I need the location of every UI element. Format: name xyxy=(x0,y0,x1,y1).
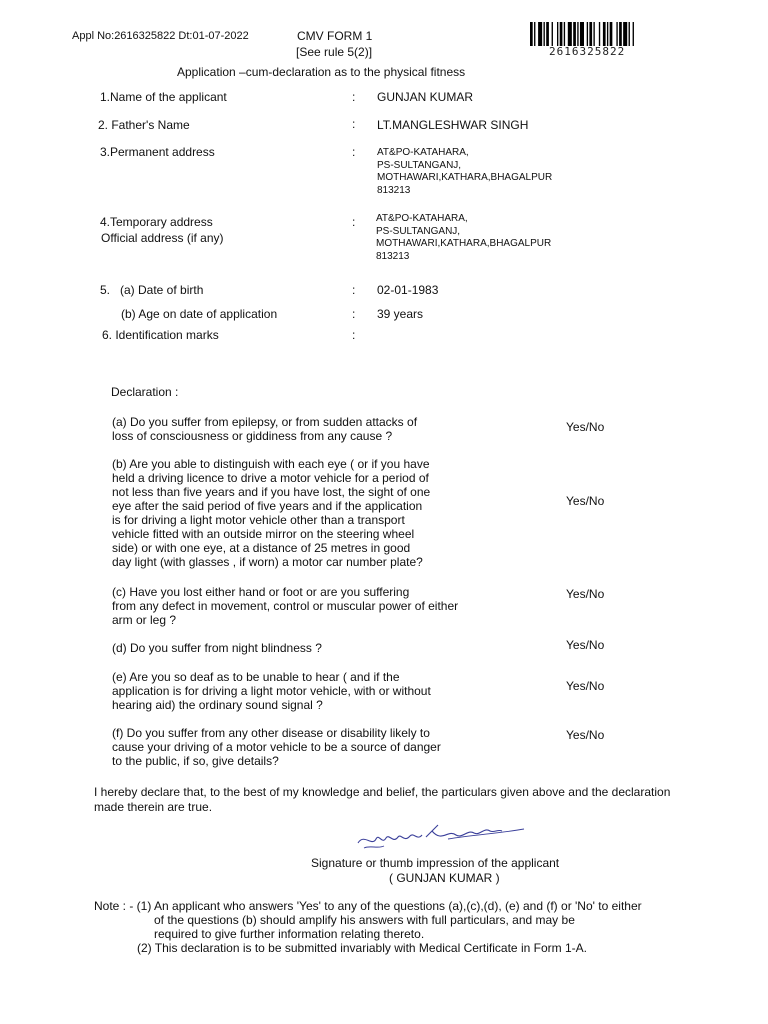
answer-c: Yes/No xyxy=(566,587,605,601)
question-line: (d) Do you suffer from night blindness ? xyxy=(112,641,322,655)
question-line: application is for driving a light motor vehicle, with or without xyxy=(112,684,431,698)
note-line: required to give further information relating thereto. xyxy=(154,927,425,941)
barcode-bar xyxy=(599,22,600,46)
barcode-bar xyxy=(568,22,572,46)
colon: : xyxy=(352,215,356,229)
barcode-bar xyxy=(577,22,578,46)
question-line: (b) Are you able to distinguish with each eye ( or if you have xyxy=(112,457,430,471)
form-subtitle: Application –cum-declaration as to the physical fitness xyxy=(177,65,466,79)
application-number: Appl No:2616325822 Dt:01-07-2022 xyxy=(72,30,249,42)
barcode-bar xyxy=(629,22,630,46)
declaration-heading: Declaration : xyxy=(111,385,179,399)
official-address-label: Official address (if any) xyxy=(101,231,224,245)
address-line: PS-SULTANGANJ, xyxy=(377,159,462,171)
barcode-number: 2616325822 xyxy=(549,45,626,58)
declaration-question-d xyxy=(112,641,452,655)
colon: : xyxy=(352,328,356,342)
father-name-value: LT.MANGLESHWAR SINGH xyxy=(377,118,529,132)
note-line: of the questions (b) should amplify his answers with full particulars, and may be xyxy=(154,913,575,927)
question-line: cause your driving of a motor vehicle to be a source of danger xyxy=(112,740,441,754)
question-line: from any defect in movement, control or muscular power of either xyxy=(112,599,459,613)
question-line: not less than five years and if you have lost, the sight of one xyxy=(112,485,431,499)
permanent-address-label: 3.Permanent address xyxy=(100,145,215,159)
answer-e: Yes/No xyxy=(566,679,605,693)
question-line: is for driving a light motor vehicle other than a transport xyxy=(112,513,405,527)
barcode-image xyxy=(530,22,684,46)
barcode-bar xyxy=(560,22,563,46)
dob-value: 02-01-1983 xyxy=(377,283,439,297)
answer-a: Yes/No xyxy=(566,420,605,434)
handwritten-signature xyxy=(352,821,527,855)
declaration-question-e xyxy=(112,670,452,712)
question-line: loss of consciousness or giddiness from any cause ? xyxy=(112,429,393,443)
address-line: PS-SULTANGANJ, xyxy=(376,225,461,237)
form-title: CMV FORM 1 xyxy=(297,29,373,43)
declaration-question-a xyxy=(112,415,452,443)
colon: : xyxy=(352,307,356,321)
barcode-bar xyxy=(610,22,613,46)
permanent-address-value xyxy=(377,147,552,197)
address-line: 813213 xyxy=(377,184,411,196)
question-line: side) or with one eye, at a distance of 25 metres in good xyxy=(112,541,411,555)
name-value: GUNJAN KUMAR xyxy=(377,90,474,104)
dob-label: (a) Date of birth xyxy=(120,283,204,297)
question-line: eye after the said period of five years and if the application xyxy=(112,499,423,513)
declaration-question-c xyxy=(112,585,459,627)
question-line: (e) Are you so deaf as to be unable to hear ( and if the xyxy=(112,670,400,684)
barcode-bar xyxy=(552,22,553,46)
barcode-bar xyxy=(623,22,627,46)
question-line: (c) Have you lost either hand or foot or are you suffering xyxy=(112,585,410,599)
address-line: MOTHAWARI,KATHARA,BHAGALPUR xyxy=(377,172,553,183)
barcode-bar xyxy=(593,22,594,46)
question-line: to the public, if so, give details? xyxy=(112,754,279,768)
identification-marks-label: 6. Identification marks xyxy=(102,328,219,342)
colon: : xyxy=(352,283,356,297)
temporary-address-value xyxy=(376,213,551,263)
barcode-bar xyxy=(530,22,533,46)
question-line: vehicle fitted with an outside mirror on the steering wheel xyxy=(112,527,415,541)
declaration-statement xyxy=(94,785,670,815)
question-line: held a driving licence to drive a motor vehicle for a period of xyxy=(112,471,429,485)
note-1-continuation xyxy=(154,913,575,941)
answer-b: Yes/No xyxy=(566,494,605,508)
barcode-bar xyxy=(544,22,545,46)
question-line: hearing aid) the ordinary sound signal ? xyxy=(112,698,323,712)
note-2: (2) This declaration is to be submitted invariably with Medical Certificate in Form 1-A. xyxy=(137,941,587,955)
age-label: (b) Age on date of application xyxy=(121,307,278,321)
question-line: (a) Do you suffer from epilepsy, or from sudden attacks of xyxy=(112,415,418,429)
signature-caption: Signature or thumb impression of the applicant xyxy=(311,856,560,870)
barcode-bar xyxy=(619,22,622,46)
barcode-bar xyxy=(564,22,565,46)
barcode-bar xyxy=(633,22,634,46)
barcode-bar xyxy=(546,22,549,46)
barcode-bar xyxy=(589,22,592,46)
address-line: 813213 xyxy=(376,250,410,262)
barcode-bar xyxy=(607,22,608,46)
temporary-address-label: 4.Temporary address xyxy=(100,215,213,229)
barcode-bar xyxy=(580,22,584,46)
answer-d: Yes/No xyxy=(566,638,605,652)
age-value: 39 years xyxy=(377,307,424,321)
question-line: (f) Do you suffer from any other disease or disability likely to xyxy=(112,726,430,740)
declaration-question-f xyxy=(112,726,452,768)
question-line: day light (with glasses , if worn) a motor car number plate? xyxy=(112,555,423,569)
colon: : xyxy=(352,145,356,159)
barcode-bar xyxy=(538,22,542,46)
name-label: 1.Name of the applicant xyxy=(100,90,227,104)
barcode-bar xyxy=(557,22,558,46)
address-line: AT&PO-KATAHARA, xyxy=(377,147,469,158)
statement-line: made therein are true. xyxy=(94,800,213,814)
colon: : xyxy=(352,117,356,131)
rule-reference: [See rule 5(2)] xyxy=(296,45,373,59)
signatory-name: ( GUNJAN KUMAR ) xyxy=(389,871,500,885)
colon: : xyxy=(352,90,356,104)
note-1: Note : - (1) An applicant who answers 'Yes' to any of the questions (a),(c),(d), (e) and (f) or 'No' to either xyxy=(94,899,642,913)
address-line: MOTHAWARI,KATHARA,BHAGALPUR xyxy=(376,238,552,249)
barcode-bar xyxy=(573,22,576,46)
barcode-bar xyxy=(603,22,606,46)
barcode-bar xyxy=(587,22,588,46)
barcode-bar xyxy=(616,22,617,46)
address-line: AT&PO-KATAHARA, xyxy=(376,213,468,224)
statement-line: I hereby declare that, to the best of my knowledge and belief, the particulars given above and the declaration xyxy=(94,785,671,799)
question-line: arm or leg ? xyxy=(112,613,177,627)
declaration-question-b xyxy=(112,457,452,569)
father-name-label: 2. Father's Name xyxy=(98,118,190,132)
dob-number: 5. xyxy=(100,283,111,297)
barcode-bar xyxy=(534,22,535,46)
answer-f: Yes/No xyxy=(566,728,605,742)
